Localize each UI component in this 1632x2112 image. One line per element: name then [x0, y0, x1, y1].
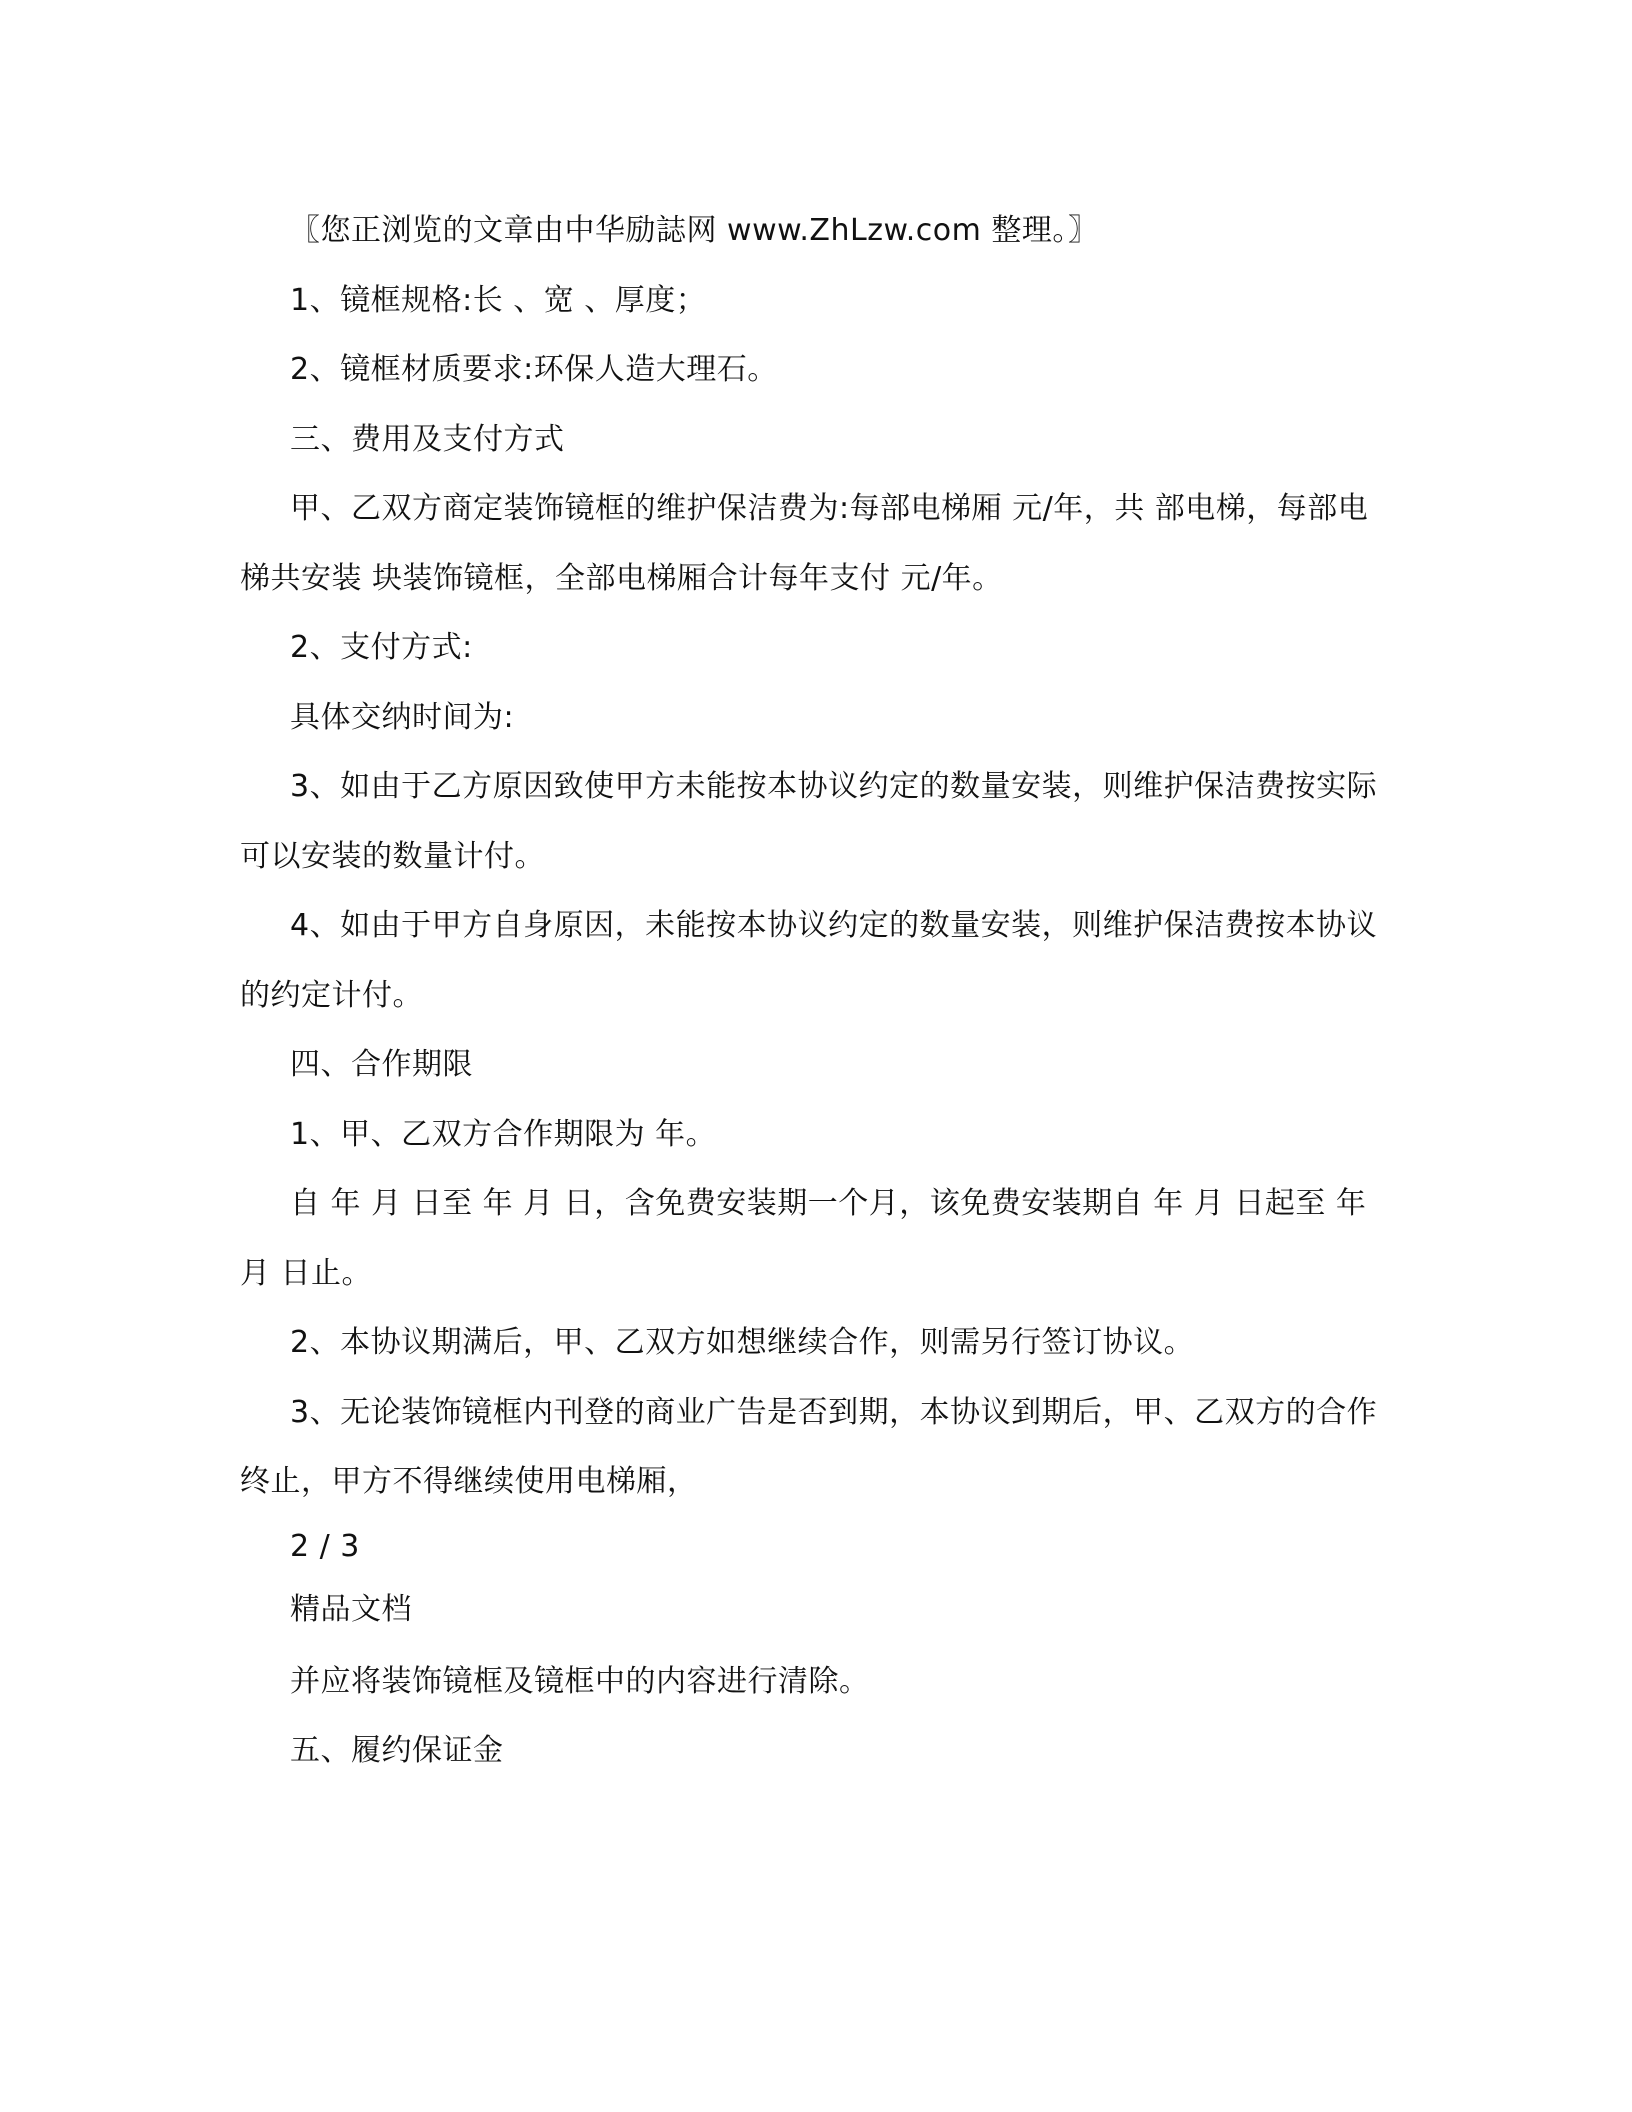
clause-term-dates: 自 年 月 日至 年 月 日，含免费安装期一个月，该免费安装期自 年 月 日起至 年月 日止。 — [240, 1186, 1367, 1291]
page-number: 2 / 3 — [290, 1528, 360, 1564]
clause-termination: 3、无论装饰镜框内刊登的商业广告是否到期，本协议到期后，甲、乙双方的合作终止，甲方不得继续使用电梯厢， — [240, 1394, 1378, 1499]
clause-party-b-cause: 3、如由于乙方原因致使甲方未能按本协议约定的数量安装，则维护保洁费按实际可以安装的数量计付。 — [240, 769, 1378, 874]
section-heading-term: 四、合作期限 — [290, 1047, 473, 1082]
clause-clear-content: 并应将装饰镜框及镜框中的内容进行清除。 — [290, 1663, 870, 1699]
source-notice: 〖您正浏览的文章由中华励誌网 www.ZhLzw.com 整理。〗 — [290, 213, 1099, 248]
doc-label: 精品文档 — [290, 1591, 412, 1627]
section-heading-deposit: 五、履约保证金 — [290, 1733, 504, 1768]
clause-term-length: 1、甲、乙双方合作期限为 年。 — [290, 1116, 717, 1152]
clause-frame-material: 2、镜框材质要求:环保人造大理石。 — [290, 352, 778, 387]
section-heading-fees: 三、费用及支付方式 — [290, 421, 565, 457]
document-body — [240, 196, 1390, 1786]
clause-payment-time: 具体交纳时间为: — [290, 699, 515, 735]
clause-party-a-cause: 4、如由于甲方自身原因，未能按本协议约定的数量安装，则维护保洁费按本协议的约定计付。 — [240, 908, 1378, 1013]
clause-renewal: 2、本协议期满后，甲、乙双方如想继续合作，则需另行签订协议。 — [290, 1325, 1195, 1360]
clause-payment-method: 2、支付方式: — [290, 630, 473, 665]
clause-fee-amount: 甲、乙双方商定装饰镜框的维护保洁费为:每部电梯厢 元/年，共 部电梯，每部电梯共安装 块装饰镜框，全部电梯厢合计每年支付 元/年。 — [240, 491, 1369, 596]
clause-frame-spec: 1、镜框规格:长 、宽 、厚度； — [290, 282, 707, 318]
